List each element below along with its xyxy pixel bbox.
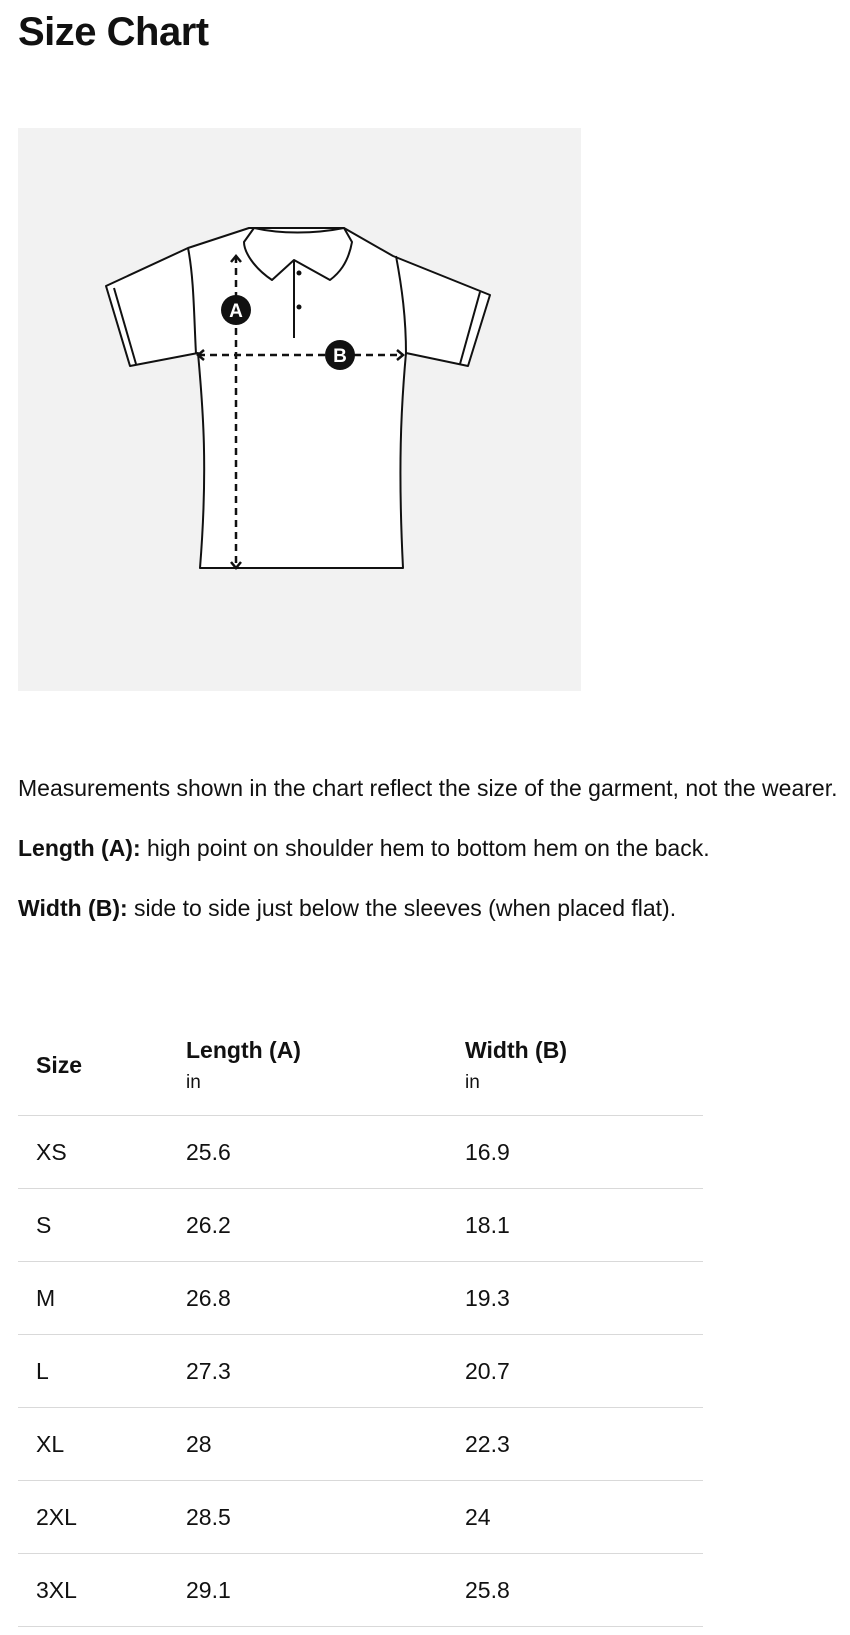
table-row [18, 1481, 703, 1554]
cell-size: L [18, 1335, 168, 1408]
marker-b-label: B [333, 346, 347, 367]
cell-length: 25.6 [168, 1116, 447, 1189]
cell-length: 28 [168, 1408, 447, 1481]
table-row [18, 1189, 703, 1262]
width-definition-label: Width (B): [18, 895, 128, 921]
header-length-unit: in [186, 1071, 201, 1093]
table-row [18, 1335, 703, 1408]
header-width: Width (B) in [447, 1015, 703, 1116]
cell-length: 29.1 [168, 1554, 447, 1627]
table-row [18, 1554, 703, 1627]
marker-b [325, 340, 355, 370]
cell-width: 18.1 [447, 1189, 703, 1262]
garment-diagram [18, 128, 581, 691]
marker-a-label: A [229, 301, 243, 322]
page-title: Size Chart [18, 10, 209, 54]
table-row [18, 1408, 703, 1481]
cell-width: 25.8 [447, 1554, 703, 1627]
cell-width: 16.9 [447, 1116, 703, 1189]
cell-size: S [18, 1189, 168, 1262]
polo-shirt-outline [106, 228, 490, 568]
cell-size: XL [18, 1408, 168, 1481]
length-definition-label: Length (A): [18, 835, 141, 861]
cell-length: 28.5 [168, 1481, 447, 1554]
cell-size: 3XL [18, 1554, 168, 1627]
measurement-description [18, 770, 838, 950]
table-header-row [18, 1015, 703, 1116]
header-width-unit: in [465, 1071, 480, 1093]
button-top [297, 271, 302, 276]
intro-text: Measurements shown in the chart reflect the size of the garment, not the wearer. [18, 775, 838, 801]
cell-length: 26.8 [168, 1262, 447, 1335]
cell-width: 22.3 [447, 1408, 703, 1481]
header-length: Length (A) in [168, 1015, 447, 1116]
width-definition [18, 890, 838, 926]
size-table [18, 1015, 703, 1627]
button-bottom [297, 305, 302, 310]
cell-width: 19.3 [447, 1262, 703, 1335]
length-definition [18, 830, 838, 866]
table-row [18, 1116, 703, 1189]
cell-size: M [18, 1262, 168, 1335]
cell-size: 2XL [18, 1481, 168, 1554]
header-size: Size [18, 1015, 168, 1116]
marker-a [221, 295, 251, 325]
cell-width: 20.7 [447, 1335, 703, 1408]
cell-length: 27.3 [168, 1335, 447, 1408]
length-definition-text: high point on shoulder hem to bottom hem on the back. [140, 835, 710, 861]
table-row [18, 1262, 703, 1335]
width-definition-text: side to side just below the sleeves (when placed flat). [127, 895, 677, 921]
cell-width: 24 [447, 1481, 703, 1554]
cell-size: XS [18, 1116, 168, 1189]
cell-length: 26.2 [168, 1189, 447, 1262]
